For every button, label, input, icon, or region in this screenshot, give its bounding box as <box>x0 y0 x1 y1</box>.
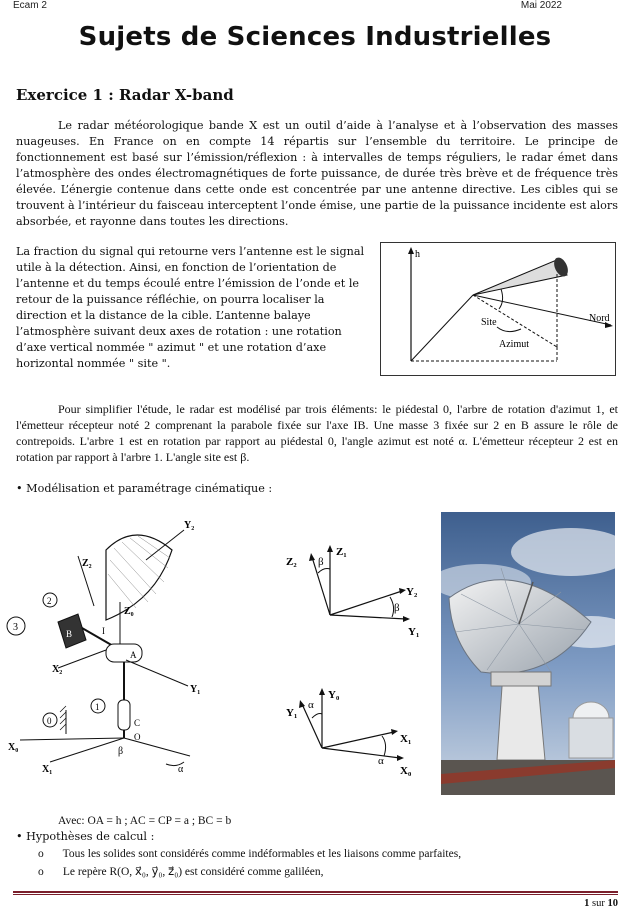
y1-arrow-fig1 <box>403 616 410 622</box>
bullet-modelisation: • Modélisation et paramétrage cinématique : <box>16 482 273 495</box>
x1-axis-fig2 <box>322 732 394 748</box>
building <box>569 718 613 758</box>
h-label: h <box>415 249 420 260</box>
z1-arrow <box>327 545 333 552</box>
pivot-housing <box>106 644 142 662</box>
list-marker: o <box>38 848 44 860</box>
fig2-y0: Y₀ <box>328 689 340 701</box>
beta-arc-top <box>318 569 330 574</box>
x0-arrow-fig2 <box>397 755 404 761</box>
y0-arrow <box>319 688 325 695</box>
y1-axis-lower <box>124 738 190 756</box>
label-i: I <box>102 626 105 636</box>
fig2-x1: X₁ <box>400 733 412 745</box>
label-0: 0 <box>47 716 52 726</box>
alpha-arc-right <box>382 736 386 756</box>
fig2-x0: X₀ <box>400 765 412 777</box>
label-x1: X₁ <box>42 764 53 775</box>
fig2-alpha-right: α <box>378 755 384 767</box>
label-3: 3 <box>13 622 18 633</box>
nord-label: Nord <box>589 313 610 324</box>
fig1-y1: Y₁ <box>408 626 420 638</box>
alpha-arc-top <box>312 714 322 719</box>
fig2-y1: Y₁ <box>286 707 298 719</box>
page-sep: sur <box>592 898 605 909</box>
x2-axis <box>58 650 106 668</box>
label-o: O <box>134 732 141 742</box>
x0-axis <box>20 738 124 740</box>
dimensions-line: Avec: OA = h ; AC = CP = a ; BC = b <box>58 815 232 827</box>
z2-arrow-fig1 <box>309 553 315 561</box>
x1-axis <box>50 738 124 762</box>
beta-rotation-figure <box>282 535 437 645</box>
page-current: 1 <box>584 898 590 909</box>
fig1-z1: Z₁ <box>336 546 347 558</box>
hypothesis-text: Le repère R(O, x⃗₀, y⃗₀, z⃗₀) est considéré comme galiléen, <box>62 866 324 878</box>
label-y2: Y₂ <box>184 520 195 531</box>
hypotheses-title: • Hypothèses de calcul : <box>16 830 155 843</box>
paragraph-model: Pour simplifier l'étude, le radar est modélisé par trois éléments: le piédestal 0, l'arbre de rotation d'azimut 1, et l'émetteur récepteur noté 2 comprenant la parabole fixée sur l'axe IB. Une masse 3 fixée sur 2 en B assure le rôle de contrepoids. L'arbre 1 est en rotation par rapport au piédestal 0, l'angle azimut est noté α. L'émetteur récepteur 2 est en rotation par rapport à l'arbre 1. L'angle site est β. <box>16 402 618 464</box>
radar-beam <box>473 259 567 295</box>
azimut-label: Azimut <box>499 339 529 350</box>
h-axis-arrow <box>408 247 414 254</box>
page-total: 10 <box>607 898 618 909</box>
hypothesis-item <box>38 848 461 860</box>
fig1-beta-top: β <box>318 556 324 568</box>
label-c: C <box>134 718 141 728</box>
page-number <box>584 898 618 909</box>
azimut-arc <box>497 327 521 332</box>
radar-geometry-figure <box>380 242 616 376</box>
site-arc <box>499 289 503 309</box>
pedestal-head <box>491 672 551 686</box>
paragraph-fraction: La fraction du signal qui retourne vers l’antenne est le signal utile à la détection. Ainsi, en fonction de l’orientation de l’antenne et du temps écoulé entre l’émission de l’onde et le retour de la puissance réfléchie, on pourra localiser la direction et la distance de la cible. L’antenne balaye l’atmosphère suivant deux axes de rotation : une rotation d’axe vertical nommée " azimut " et une rotation d’axe horizontal nommée " site ". <box>16 245 365 370</box>
y1-arrow-fig2 <box>299 700 305 708</box>
hypothesis-item <box>38 864 324 878</box>
label-x0: X₀ <box>8 742 19 753</box>
y1-axis-fig1 <box>330 615 406 619</box>
label-alpha: α <box>178 764 184 775</box>
paragraph-intro: Le radar météorologique bande X est un outil d’aide à l’analyse et à l’observation des masses nuageuses. En France on en compte 14 répartis sur l’ensemble du territoire. Le principe de fonctionnement est basé sur l’émission/réflexion : à intervalles de temps réguliers, le radar émet dans l’atmosphère des ondes électromagnétiques de forte puissance, de durée très brève et de fréquence très élevée. L’énergie contenue dans cette onde est concentrée par une antenne directive. Les cibles qui se trouvent à l’intérieur du faisceau interceptent l’onde émise, une partie de la puissance incidente est alors absorbée, et rayonne dans toutes les directions. <box>16 119 618 228</box>
radar-photo <box>441 512 615 795</box>
shaft-bearing <box>118 700 130 730</box>
fig1-beta-right: β <box>394 602 400 614</box>
label-2: 2 <box>47 596 52 606</box>
label-z0: Z₀ <box>124 606 134 617</box>
ground-hatching <box>60 706 66 730</box>
fig2-alpha-top: α <box>308 699 314 711</box>
kinematic-diagram <box>6 510 206 795</box>
label-y1: Y₁ <box>190 684 201 695</box>
label-x2: X₂ <box>52 664 63 675</box>
exercise-title: Exercice 1 : Radar X-band <box>16 86 234 104</box>
hypothesis-text: Tous les solides sont considérés comme indéformables et les liaisons comme parfaites, <box>62 848 462 860</box>
y1-axis-upper <box>126 660 188 686</box>
label-b: B <box>66 629 73 639</box>
header-left: Ecam 2 <box>13 0 47 11</box>
label-a: A <box>130 650 137 660</box>
x1-arrow-fig2 <box>391 729 398 735</box>
label-1: 1 <box>95 702 100 712</box>
footer-rule-thin <box>13 894 618 895</box>
label-beta: β <box>118 746 124 757</box>
page-title: Sujets de Sciences Industrielles <box>78 22 552 52</box>
alpha-rotation-figure <box>282 678 437 788</box>
site-label: Site <box>481 317 497 328</box>
ground-line-back <box>411 295 473 361</box>
fig1-z2: Z₂ <box>286 556 297 568</box>
list-marker: o <box>38 866 44 878</box>
y2-arrow-fig1 <box>399 588 406 594</box>
y2-axis-fig1 <box>330 591 402 615</box>
x0-axis-fig2 <box>322 748 400 758</box>
label-z2: Z₂ <box>82 558 92 569</box>
fig1-y2: Y₂ <box>406 586 418 598</box>
header-right: Mai 2022 <box>520 0 562 11</box>
footer-rule <box>13 891 618 893</box>
